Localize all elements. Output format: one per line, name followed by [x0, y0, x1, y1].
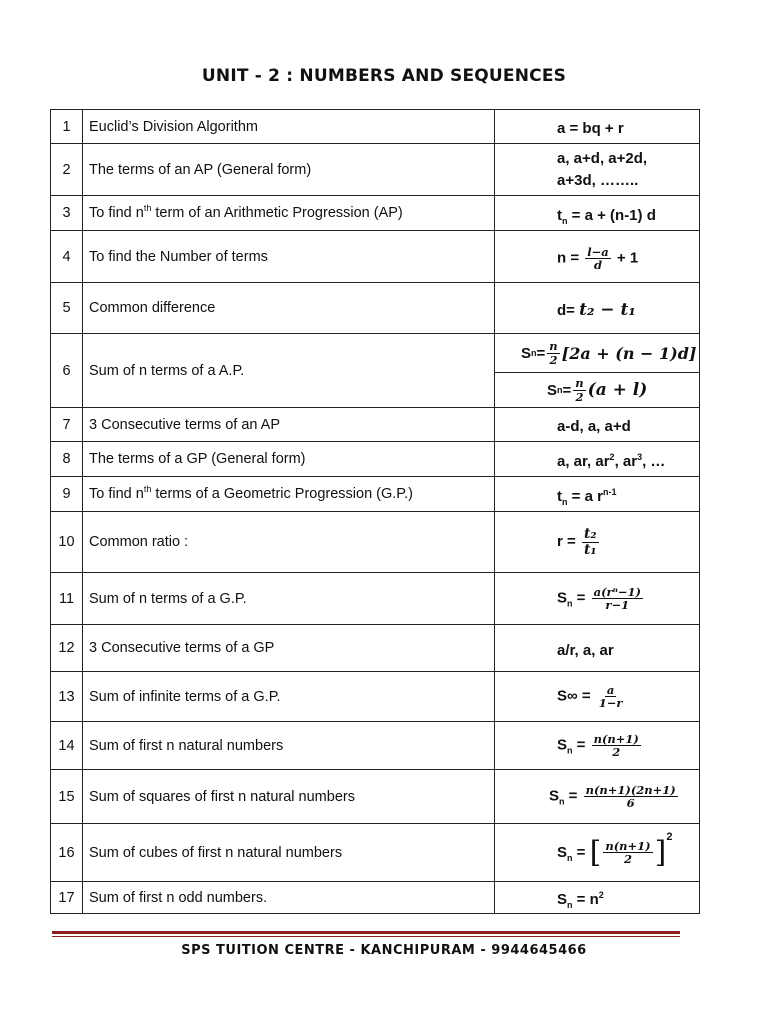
formula-sum-infinite-gp: S∞ = $\frac{a}{1-r}$	[557, 682, 623, 710]
formula-euclid: a = bq + r	[557, 120, 624, 137]
table-row	[51, 770, 700, 824]
footer-divider-thin	[52, 936, 680, 937]
row-description: Sum of first n odd numbers.	[83, 882, 495, 914]
row-description: To find the Number of terms	[83, 231, 495, 283]
formula-cell	[495, 722, 700, 770]
table-row	[51, 110, 700, 144]
formula-common-difference: d= t₂ − t₁	[557, 300, 636, 320]
formula-sum-gp: $S_n$ = $\frac{\text{a(rⁿ−1)}}{r-1}$	[557, 584, 641, 612]
formula-cell	[495, 110, 700, 144]
formula-nth-term-gp: $t_n = a$ $r^{n-1}$	[557, 486, 617, 507]
desc-sup: th	[143, 203, 152, 214]
desc-text: To find n	[89, 205, 144, 221]
row-description: Sum of n terms of a A.P.	[83, 334, 495, 408]
table-row	[51, 824, 700, 882]
formula-number-of-terms: n = $\frac{l-a}{d}$ + 1	[557, 244, 639, 272]
row-description: 3 Consecutive terms of a GP	[83, 625, 495, 672]
formula-cell	[495, 770, 700, 824]
formula-sum-ap-2: S n = $\frac{n}{2}$ (a + l)	[547, 376, 648, 404]
row-number: 6	[51, 334, 83, 408]
table-row	[51, 231, 700, 283]
formula-consecutive-gp: a/r, a, ar	[557, 641, 614, 659]
table-row	[51, 196, 700, 231]
table-row	[51, 573, 700, 625]
formula-cell	[495, 231, 700, 283]
row-number: 5	[51, 283, 83, 334]
desc-sup: th	[143, 484, 152, 495]
table-row	[51, 144, 700, 196]
row-number: 4	[51, 231, 83, 283]
table-row	[51, 477, 700, 512]
formula-cell	[495, 672, 700, 722]
row-number: 2	[51, 144, 83, 196]
table-row	[51, 672, 700, 722]
row-number: 7	[51, 408, 83, 442]
row-description: Common difference	[83, 283, 495, 334]
row-description: Common ratio :	[83, 512, 495, 573]
formula-cell	[495, 144, 700, 196]
formula-nth-term-ap: $t_n = a + (n-1)$ d	[557, 206, 656, 226]
row-number: 10	[51, 512, 83, 573]
footer-text: SPS TUITION CENTRE - KANCHIPURAM - 9944645466	[181, 943, 587, 958]
row-number: 9	[51, 477, 83, 512]
table-row	[51, 334, 700, 408]
table-row	[51, 882, 700, 914]
row-number: 8	[51, 442, 83, 477]
desc-text: To find n	[89, 486, 144, 502]
row-description: Euclid’s Division Algorithm	[83, 110, 495, 144]
formula-cell	[495, 334, 700, 408]
row-description	[83, 196, 495, 231]
row-number: 12	[51, 625, 83, 672]
formula-sum-squares: $S_n$ = $\frac{n(n+1)(2n+1)}{6}$	[549, 782, 676, 810]
table-row	[51, 442, 700, 477]
row-number: 1	[51, 110, 83, 144]
formula-sum-ap-1: S n = $\frac{n}{2}$ [2a + (n − 1)d]	[495, 334, 699, 373]
row-description: 3 Consecutive terms of an AP	[83, 408, 495, 442]
row-description: Sum of infinite terms of a G.P.	[83, 672, 495, 722]
table-row	[51, 722, 700, 770]
row-number: 11	[51, 573, 83, 625]
page-title: UNIT - 2 : NUMBERS AND SEQUENCES	[201, 66, 567, 86]
row-description: Sum of first n natural numbers	[83, 722, 495, 770]
formula-sum-natural: $S_n$ = $\frac{n(n+1)}{2}$	[557, 731, 639, 759]
formula-cell	[495, 573, 700, 625]
row-number: 15	[51, 770, 83, 824]
row-number: 3	[51, 196, 83, 231]
formula-cell	[495, 882, 700, 914]
formula-cell	[495, 625, 700, 672]
formula-common-ratio: r = $\frac{\text{t₂}}{\text{t₁}}$	[557, 525, 597, 558]
desc-text: term of an Arithmetic Progression (AP)	[151, 205, 403, 221]
row-description: Sum of n terms of a G.P.	[83, 573, 495, 625]
formula-cell	[495, 283, 700, 334]
formula-sum-cubes: $S_n$ = [ $\frac{n(n+1)}{2}$ ]$^2$	[557, 831, 673, 870]
row-number: 13	[51, 672, 83, 722]
formula-cell	[495, 512, 700, 573]
formula-gp-general: a, ar, $ar^2$, $ar^3$, …	[557, 451, 666, 470]
table-row	[51, 625, 700, 672]
row-description	[83, 477, 495, 512]
row-number: 14	[51, 722, 83, 770]
formula-cell	[495, 196, 700, 231]
row-description: Sum of squares of first n natural numbers	[83, 770, 495, 824]
row-description: The terms of an AP (General form)	[83, 144, 495, 196]
formula-cell	[495, 408, 700, 442]
formula-sum-odd: $S_n = n^2$	[557, 890, 604, 910]
formula-cell	[495, 477, 700, 512]
table-row	[51, 283, 700, 334]
formula-cell	[495, 824, 700, 882]
row-description: Sum of cubes of first n natural numbers	[83, 824, 495, 882]
formula-ap-general	[495, 148, 699, 192]
row-number: 16	[51, 824, 83, 882]
table-row	[51, 408, 700, 442]
formula-table	[50, 109, 700, 914]
desc-text: terms of a Geometric Progression (G.P.)	[151, 486, 413, 502]
table-row	[51, 512, 700, 573]
formula-cell	[495, 442, 700, 477]
row-number: 17	[51, 882, 83, 914]
formula-line: a, a+d, a+2d,	[557, 149, 648, 167]
formula-consecutive-ap: a-d, a, a+d	[557, 418, 631, 435]
formula-line: a+3d, ……..	[557, 171, 639, 189]
row-description: The terms of a GP (General form)	[83, 442, 495, 477]
footer-divider	[52, 931, 680, 934]
